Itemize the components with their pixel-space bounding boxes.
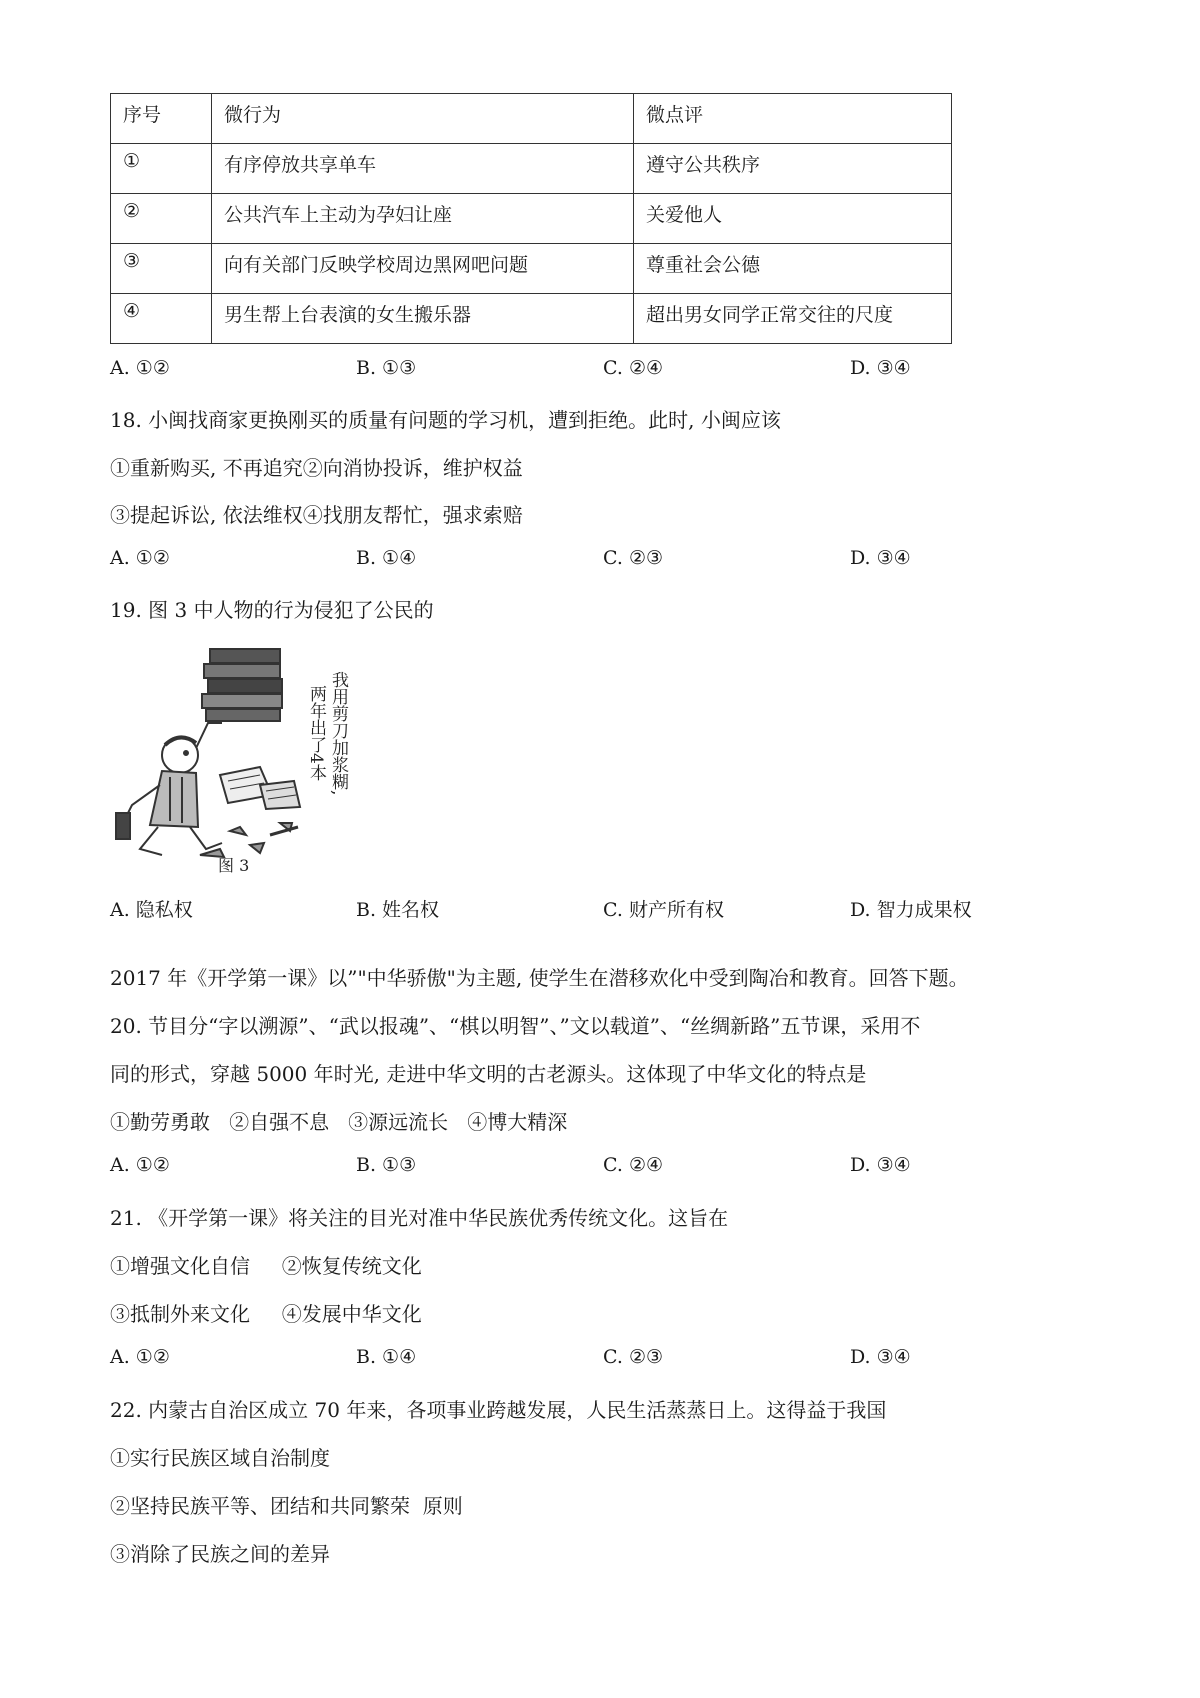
option-b: B. ①③ (356, 357, 417, 379)
option-a: A. ①② (110, 1346, 170, 1368)
option-a: A. 隐私权 (110, 899, 193, 921)
question-21-items-2: ③抵制外来文化 ④发展中华文化 (110, 1302, 422, 1326)
question-20-items: ①勤劳勇敢 ②自强不息 ③源远流长 ④博大精深 (110, 1110, 568, 1134)
option-d: D. ③④ (850, 547, 911, 569)
table-header-cell: 序号 (111, 94, 212, 144)
question-21-items-1: ①增强文化自信 ②恢复传统文化 (110, 1254, 422, 1278)
table-header-cell: 微点评 (634, 94, 952, 144)
option-b: B. ①④ (356, 1346, 417, 1368)
question-22-stem: 22. 内蒙古自治区成立 70 年来，各项事业跨越发展，人民生活蒸蒸日上。这得益于我国 (110, 1398, 887, 1422)
table-cell: 关爱他人 (634, 194, 952, 244)
table-cell: ② (111, 194, 212, 244)
cartoon-person-with-books (110, 645, 368, 877)
option-c: C. ②④ (603, 357, 664, 379)
table-cell: 有序停放共享单车 (212, 144, 634, 194)
table-cell: ① (111, 144, 212, 194)
figure-caption: 图 3 (218, 856, 250, 875)
question-22-item-3: ③消除了民族之间的差异 (110, 1542, 330, 1566)
table-cell: 男生帮上台表演的女生搬乐器 (212, 294, 634, 344)
table-cell: 超出男女同学正常交往的尺度 (634, 294, 952, 344)
question-22-item-2: ②坚持民族平等、团结和共同繁荣 原则 (110, 1494, 463, 1518)
question-20-stem-2: 同的形式，穿越 5000 年时光, 走进中华文明的古老源头。这体现了中华文化的特点是 (110, 1062, 867, 1086)
table-cell: ④ (111, 294, 212, 344)
option-b: B. ①④ (356, 547, 417, 569)
question-18-items-2: ③提起诉讼, 依法维权④找朋友帮忙，强求索赔 (110, 503, 523, 527)
question-18-items-1: ①重新购买, 不再追究②向消协投诉，维护权益 (110, 456, 523, 480)
question-22-item-1: ①实行民族区域自治制度 (110, 1446, 330, 1470)
table-row (111, 194, 952, 244)
option-a: A. ①② (110, 357, 170, 379)
question-20-stem-1: 20. 节目分“字以溯源”、“武以报魂”、“棋以明智”、”文以载道”、“丝绸新路”五节课，采用不 (110, 1014, 921, 1038)
table-header-row (111, 94, 952, 144)
question-19-stem: 19. 图 3 中人物的行为侵犯了公民的 (110, 598, 434, 622)
option-c: C. ②④ (603, 1154, 664, 1176)
table-cell: 遵守公共秩序 (634, 144, 952, 194)
option-a: A. ①② (110, 1154, 170, 1176)
option-b: B. ①③ (356, 1154, 417, 1176)
option-b: B. 姓名权 (356, 899, 440, 921)
speech-text-2: 两年出了4本 (306, 685, 326, 781)
table-cell: ③ (111, 244, 212, 294)
section-intro: 2017 年《开学第一课》以”"中华骄傲"为主题, 使学生在潜移欢化中受到陶冶和教育。回答下题。 (110, 966, 969, 990)
table-cell: 尊重社会公德 (634, 244, 952, 294)
table-header-cell: 微行为 (212, 94, 634, 144)
option-a: A. ①② (110, 547, 170, 569)
option-d: D. ③④ (850, 357, 911, 379)
table-row (111, 244, 952, 294)
table-row (111, 144, 952, 194)
figure-3-illustration (110, 645, 368, 877)
table-row (111, 294, 952, 344)
option-c: C. 财产所有权 (603, 899, 724, 921)
table-cell: 向有关部门反映学校周边黑网吧问题 (212, 244, 634, 294)
question-18-stem: 18. 小闽找商家更换刚买的质量有问题的学习机，遭到拒绝。此时, 小闽应该 (110, 408, 781, 432)
option-c: C. ②③ (603, 547, 664, 569)
option-d: D. ③④ (850, 1154, 911, 1176)
option-c: C. ②③ (603, 1346, 664, 1368)
table-cell: 公共汽车上主动为孕妇让座 (212, 194, 634, 244)
behavior-table (110, 93, 952, 344)
option-d: D. ③④ (850, 1346, 911, 1368)
option-d: D. 智力成果权 (850, 899, 972, 921)
speech-text-1: 我用剪刀加浆糊, (328, 671, 348, 796)
question-21-stem: 21. 《开学第一课》将关注的目光对准中华民族优秀传统文化。这旨在 (110, 1206, 729, 1230)
